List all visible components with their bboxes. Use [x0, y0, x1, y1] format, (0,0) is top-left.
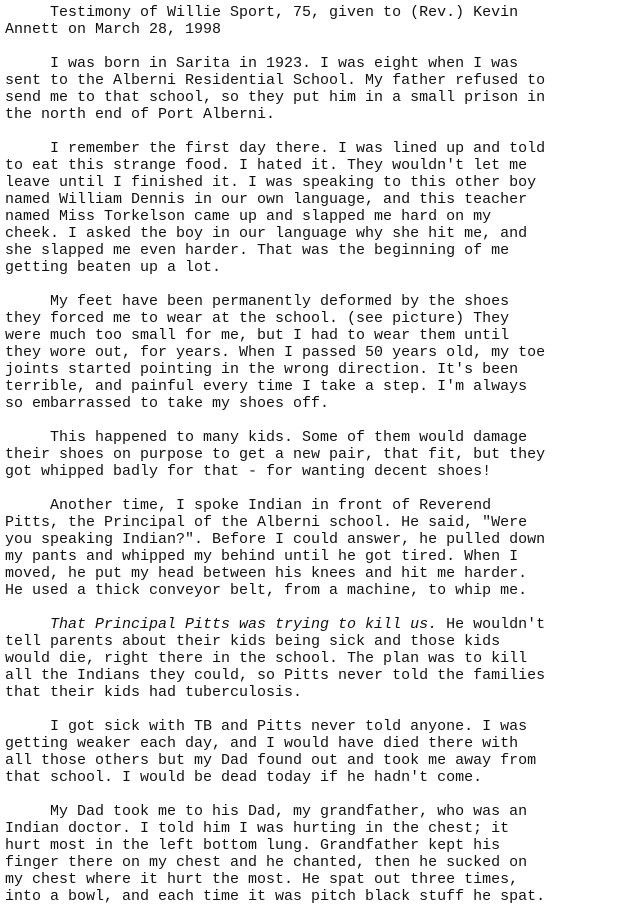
text-line: you speaking Indian?". Before I could answer, he pulled down — [5, 531, 546, 548]
text-line: she slapped me even harder. That was the beginning of me — [5, 242, 510, 259]
text-line: I was born in Sarita in 1923. I was eight when I was — [5, 55, 519, 72]
text-line: leave until I finished it. I was speaking to this other boy — [5, 174, 537, 191]
text-line: terrible, and painful every time I take a step. I'm always — [5, 378, 528, 395]
text-line: getting weaker each day, and I would have died there with — [5, 735, 519, 752]
text-line: tell parents about their kids being sick and those kids — [5, 633, 501, 650]
text-line: that their kids had tuberculosis. — [5, 684, 303, 701]
text-line: they wore out, for years. When I passed 50 years old, my toe — [5, 344, 546, 361]
paragraph-8 — [5, 803, 640, 905]
text-line: This happened to many kids. Some of them would damage — [5, 429, 528, 446]
text-line: all those others but my Dad found out and took me away from — [5, 752, 537, 769]
text-line: moved, he put my head between his knees and hit me harder. — [5, 565, 528, 582]
text-line: that school. I would be dead today if he hadn't come. — [5, 769, 483, 786]
text-line: joints started pointing in the wrong direction. It's been — [5, 361, 519, 378]
text-line: they forced me to wear at the school. (see picture) They — [5, 310, 510, 327]
lead-rest-text: He wouldn't — [437, 616, 546, 633]
text-line: got whipped badly for that - for wanting decent shoes! — [5, 463, 492, 480]
text-line: sent to the Alberni Residential School. My father refused to — [5, 72, 546, 89]
text-line: Indian doctor. I told him I was hurting in the chest; it — [5, 820, 510, 837]
text-line: would die, right there in the school. The plan was to kill — [5, 650, 528, 667]
title-line: Annett on March 28, 1998 — [5, 21, 222, 38]
text-line: so embarrassed to take my shoes off. — [5, 395, 330, 412]
paragraph-7 — [5, 718, 640, 786]
text-line: Pitts, the Principal of the Alberni school. He said, "Were — [5, 514, 528, 531]
paragraph-3 — [5, 293, 640, 412]
text-line: I remember the first day there. I was lined up and told — [5, 140, 546, 157]
paragraph-1 — [5, 55, 640, 123]
paragraph-6 — [5, 616, 640, 701]
text-line: getting beaten up a lot. — [5, 259, 222, 276]
document-title — [5, 4, 640, 38]
text-line: my pants and whipped my behind until he got tired. When I — [5, 548, 519, 565]
text-line: named William Dennis in our own language, and this teacher — [5, 191, 528, 208]
text-line: into a bowl, and each time it was pitch black stuff he spat. — [5, 888, 546, 905]
text-line: Another time, I spoke Indian in front of Reverend — [5, 497, 492, 514]
text-line: cheek. I asked the boy in our language why she hit me, and — [5, 225, 528, 242]
text-line: I got sick with TB and Pitts never told anyone. I was — [5, 718, 528, 735]
paragraph-5 — [5, 497, 640, 599]
text-line: He used a thick conveyor belt, from a machine, to whip me. — [5, 582, 528, 599]
paragraph-2 — [5, 140, 640, 276]
text-line: my chest where it hurt the most. He spat out three times, — [5, 871, 519, 888]
text-line: to eat this strange food. I hated it. They wouldn't let me — [5, 157, 528, 174]
paragraph-4 — [5, 429, 640, 480]
title-line: Testimony of Willie Sport, 75, given to (Rev.) Kevin — [5, 4, 519, 21]
text-line: were much too small for me, but I had to wear them until — [5, 327, 510, 344]
text-line: My feet have been permanently deformed by the shoes — [5, 293, 510, 310]
text-line: the north end of Port Alberni. — [5, 106, 276, 123]
text-line-lead — [5, 616, 640, 633]
text-line: all the Indians they could, so Pitts never told the families — [5, 667, 546, 684]
text-line: finger there on my chest and he chanted, then he sucked on — [5, 854, 528, 871]
document-page — [5, 4, 640, 905]
text-line: their shoes on purpose to get a new pair, that fit, but they — [5, 446, 546, 463]
italic-lead-text: That Principal Pitts was trying to kill us. — [5, 616, 438, 633]
text-line: My Dad took me to his Dad, my grandfather, who was an — [5, 803, 528, 820]
text-line: named Miss Torkelson came up and slapped me hard on my — [5, 208, 492, 225]
text-line: send me to that school, so they put him in a small prison in — [5, 89, 546, 106]
text-line: hurt most in the left bottom lung. Grandfather kept his — [5, 837, 501, 854]
